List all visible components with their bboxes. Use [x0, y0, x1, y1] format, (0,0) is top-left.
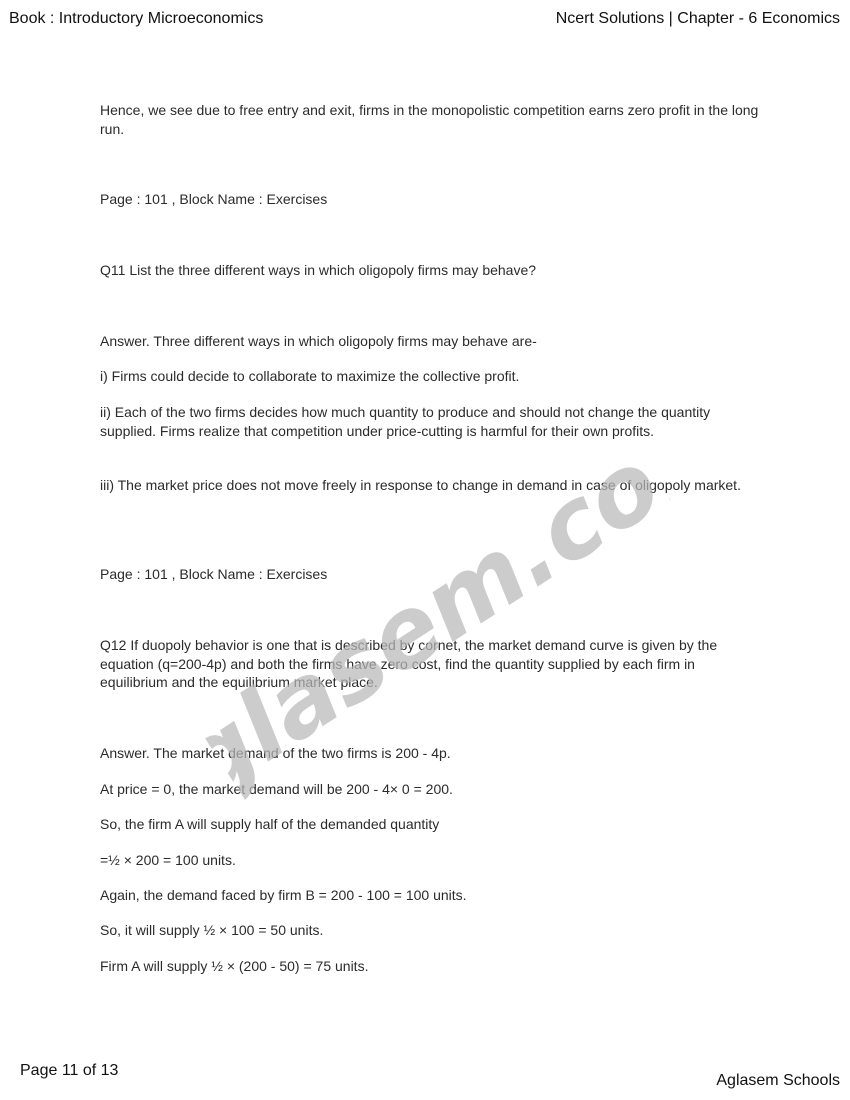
answer-q12-step-6: Firm A will supply ½ × (200 - 50) = 75 units.	[100, 958, 369, 974]
answer-q12-step-1: At price = 0, the market demand will be 200 - 4× 0 = 200.	[100, 781, 453, 797]
paragraph-conclusion: Hence, we see due to free entry and exit, firms in the monopolistic competition earns zero profit in the long run.	[100, 102, 759, 137]
answer-q11-point-3: iii) The market price does not move freely in response to change in demand in case of oligopoly market.	[100, 477, 741, 493]
page-block-label: Page : 101 , Block Name : Exercises	[100, 566, 328, 582]
question-q11: Q11 List the three different ways in which oligopoly firms may behave?	[100, 262, 537, 278]
answer-q11-point-1: i) Firms could decide to collaborate to maximize the collective profit.	[100, 368, 520, 384]
answer-q11-point-2: ii) Each of the two firms decides how much quantity to produce and should not change the quantity supplied. Firms realize that competition under price-cutting is harmful for their own profits.	[100, 404, 711, 439]
watermark-text: aglasem.com	[184, 423, 686, 807]
page-block-label: Page : 101 , Block Name : Exercises	[100, 191, 328, 207]
publisher-label: Aglasem Schools	[716, 1072, 840, 1089]
answer-q12-step-4: Again, the demand faced by firm B = 200 - 100 = 100 units.	[100, 887, 467, 903]
answer-q11: Answer. Three different ways in which oligopoly firms may behave are-	[100, 333, 537, 349]
question-q12: Q12 If duopoly behavior is one that is described by cornet, the market demand curve is given by the equation (q=200-4p) and both the firms have zero cost, find the quantity supplied by each firm in equilibrium and the equilibrium market place.	[100, 637, 718, 690]
page-number: Page 11 of 13	[20, 1062, 119, 1079]
answer-q12-step-3: =½ × 200 = 100 units.	[100, 852, 236, 868]
answer-q12-step-5: So, it will supply ½ × 100 = 50 units.	[100, 922, 324, 938]
answer-q12: Answer. The market demand of the two firms is 200 - 4p.	[100, 745, 451, 761]
answer-q12-step-2: So, the firm A will supply half of the demanded quantity	[100, 816, 440, 832]
header-book-title: Book : Introductory Microeconomics	[9, 10, 264, 27]
header-chapter-title: Ncert Solutions | Chapter - 6 Economics	[555, 10, 840, 27]
